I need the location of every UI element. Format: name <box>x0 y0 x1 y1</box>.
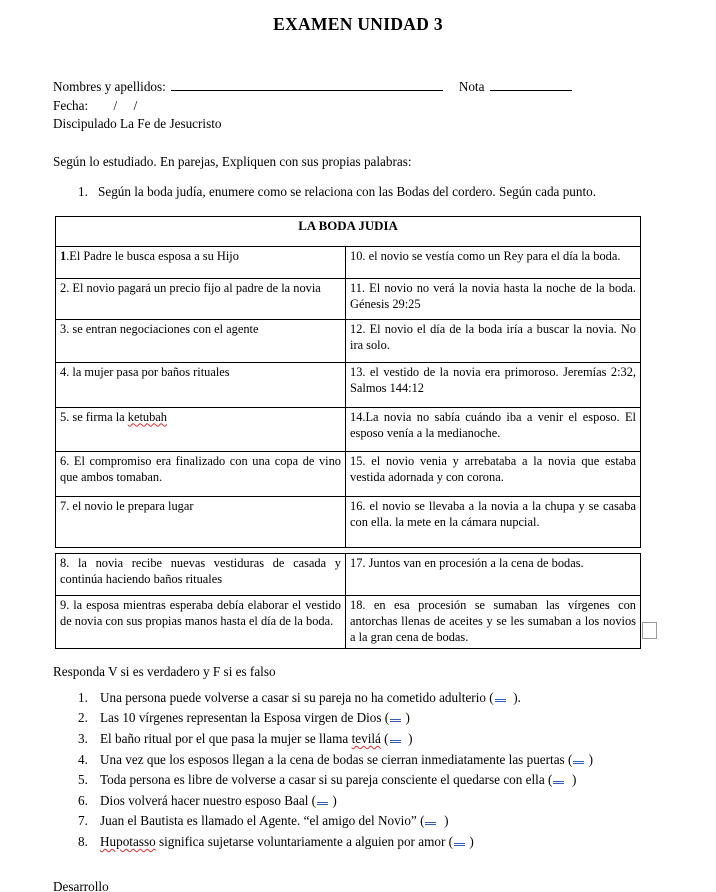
question-1 <box>78 183 716 200</box>
text-segment: ( <box>380 731 389 746</box>
table-cell <box>56 246 346 278</box>
tf-item <box>78 770 716 791</box>
names-blank-line[interactable] <box>171 77 443 91</box>
table-cell: 9. la esposa mientras esperaba debía elaborar el vestido de novia con sus propias manos hasta el día de la boda. <box>56 595 346 648</box>
text-segment: significa sujetarse voluntariamente a alguien por amor ( <box>155 833 454 849</box>
text-segment: ) <box>466 833 474 849</box>
table-cell: 18. en esa procesión se sumaban las vírgenes con antorchas llenas de aceites y se les sumaban a los novios a la gran cena de bodas. <box>346 595 641 648</box>
tf-item-text <box>100 708 410 729</box>
tf-item <box>78 750 716 771</box>
text-segment: El baño ritual por el que pasa la mujer se llama <box>100 731 352 746</box>
table-cell: 8. la novia recibe nuevas vestiduras de casada y continúa haciendo baños rituales <box>56 553 346 595</box>
table-cell: 7. el novio le prepara lugar <box>56 496 346 547</box>
text-segment: Una persona puede volverse a casar si su pareja no ha cometido adulterio ( <box>100 689 494 705</box>
spellcheck-flagged-word: Hupotasso <box>100 833 156 849</box>
table-cell <box>56 407 346 451</box>
tf-item-number: 3. <box>78 731 88 746</box>
text-segment: ) <box>565 772 577 788</box>
table-row <box>56 407 641 451</box>
tf-item <box>78 811 716 832</box>
names-label: Nombres y apellidos: <box>53 78 166 94</box>
answer-blank[interactable] <box>390 709 401 722</box>
text-segment: Las 10 vírgenes representan la Esposa virgen de Dios ( <box>100 710 390 726</box>
tf-item-text <box>100 750 593 771</box>
table-cell: 15. el novio venia y arrebataba a la novia que estaba vestida adornada y con corona. <box>346 451 641 496</box>
tf-item-text <box>100 832 474 853</box>
table-row <box>56 278 641 319</box>
text-segment: Una vez que los esposos llegan a la cena de bodas se cierran inmediatamente las puertas ( <box>100 751 573 767</box>
tf-item-text <box>100 791 337 812</box>
answer-blank[interactable] <box>553 771 564 784</box>
table-cell: 2. El novio pagará un precio fijo al padre de la novia <box>56 278 346 319</box>
answer-blank[interactable] <box>425 812 436 825</box>
tf-item <box>78 729 716 750</box>
table-row <box>56 246 641 278</box>
nota-blank-line[interactable] <box>490 77 572 91</box>
tf-item-text <box>100 811 448 832</box>
answer-blank[interactable] <box>317 792 328 805</box>
text-segment: ) <box>329 792 337 808</box>
table-row <box>56 451 641 496</box>
page-title: EXAMEN UNIDAD 3 <box>273 14 443 34</box>
desarrollo-heading: Desarrollo <box>53 878 109 892</box>
text-segment: Juan el Bautista es llamado el Agente. “el amigo del Novio” ( <box>100 813 425 829</box>
table-cell: 16. el novio se llevaba a la novia a la chupa y se casaba con ella. la mete en la cámara nupcial. <box>346 496 641 547</box>
intro-instruction: Según lo estudiado. En parejas, Expliquen con sus propias palabras: <box>53 154 412 170</box>
text-segment: Toda persona es libre de volverse a casar si su pareja consciente el quedarse con ella ( <box>100 772 553 788</box>
tf-item-number: 2. <box>78 710 88 726</box>
answer-blank[interactable] <box>495 689 506 702</box>
table-row <box>56 553 641 595</box>
tf-item-text <box>100 770 576 791</box>
table-cell: 12. El novio el día de la boda iría a buscar la novia. No ira solo. <box>346 319 641 362</box>
table-row <box>56 319 641 362</box>
anchor-box <box>642 622 657 639</box>
answer-blank[interactable] <box>454 833 465 846</box>
answer-blank[interactable] <box>573 751 584 764</box>
table-cell: 10. el novio se vestía como un Rey para el día la boda. <box>346 246 641 278</box>
text-segment: Dios volverá hacer nuestro esposo Baal ( <box>100 792 317 808</box>
tf-item-number: 6. <box>78 792 88 808</box>
table-cell: 3. se entran negociaciones con el agente <box>56 319 346 362</box>
question-1-text: Según la boda judía, enumere como se relaciona con las Bodas del cordero. Según cada punto. <box>98 184 597 200</box>
text-segment: ) <box>401 731 413 746</box>
text-segment: 5. se firma la <box>60 409 128 424</box>
tf-item-number: 7. <box>78 813 88 829</box>
text-segment: 1 <box>60 248 67 263</box>
text-segment: .El Padre le busca esposa a su Hijo <box>66 248 239 263</box>
table-cell: 14.La novia no sabía cuándo iba a venir el esposo. El esposo venía a la medianoche. <box>346 407 641 451</box>
tf-item-number: 5. <box>78 772 88 788</box>
table-header-row <box>56 216 641 246</box>
table-row <box>56 496 641 547</box>
text-segment: ) <box>585 751 594 767</box>
true-false-instruction: Responda V si es verdadero y F si es falso <box>53 663 276 679</box>
table-cell: 13. el vestido de la novia era primoroso. Jeremías 2:32, Salmos 144:12 <box>346 362 641 407</box>
header-fields-row <box>53 77 663 95</box>
table-row <box>56 595 641 648</box>
spellcheck-flagged-word: ketubah <box>127 409 168 424</box>
text-segment: ) <box>437 813 449 829</box>
tf-item-number: 1. <box>78 689 88 705</box>
text-segment: ). <box>506 689 521 705</box>
answer-blank[interactable] <box>390 730 401 743</box>
table-cell: 6. El compromiso era finalizado con una copa de vino que ambos tomaban. <box>56 451 346 496</box>
tf-item <box>78 708 716 729</box>
boda-judia-table-section-1 <box>55 216 641 548</box>
tf-item-text <box>100 688 521 709</box>
tf-item-number: 4. <box>78 751 88 767</box>
fecha-blank-slashes[interactable]: / / <box>113 97 138 113</box>
tf-item-text <box>100 729 413 750</box>
fecha-row <box>53 97 663 114</box>
table-cell: 4. la mujer pasa por baños rituales <box>56 362 346 407</box>
table-row <box>56 362 641 407</box>
tf-item <box>78 688 716 709</box>
table-cell: 11. El novio no verá la novia hasta la noche de la boda. Génesis 29:25 <box>346 278 641 319</box>
nota-label: Nota <box>458 78 485 94</box>
table-cell: 17. Juntos van en procesión a la cena de bodas. <box>346 553 641 595</box>
program-name: Discipulado La Fe de Jesucristo <box>53 116 222 132</box>
spellcheck-flagged-word: tevilá <box>351 731 381 746</box>
tf-item <box>78 791 716 812</box>
boda-judia-table-section-2 <box>55 553 641 649</box>
fecha-label: Fecha: <box>53 97 89 113</box>
table-title: LA BODA JUDIA <box>56 216 641 246</box>
tf-item-number: 8. <box>78 833 88 849</box>
question-1-number: 1. <box>78 184 88 200</box>
tf-item <box>78 832 716 853</box>
true-false-list <box>0 688 716 853</box>
text-segment: ) <box>402 710 410 726</box>
